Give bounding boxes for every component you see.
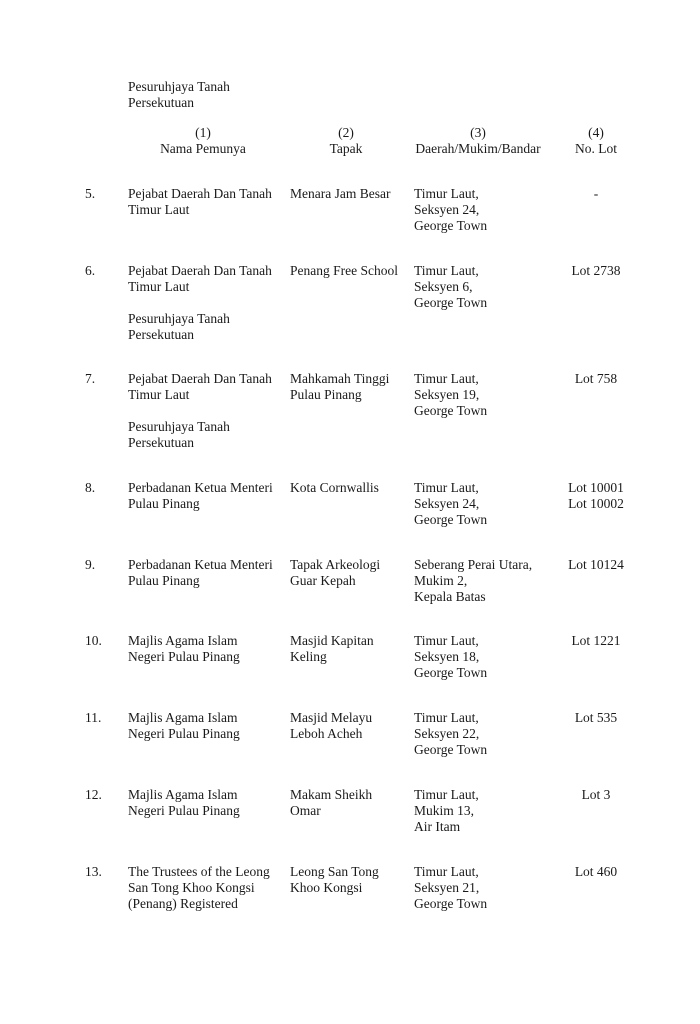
site-line: Pulau Pinang <box>290 387 362 402</box>
location-line: Timur Laut, <box>414 710 479 725</box>
site-line: Guar Kepah <box>290 573 356 588</box>
owner-cell <box>128 864 286 912</box>
location-cell <box>414 557 554 605</box>
lot-line: Lot 2738 <box>571 263 621 278</box>
owner-line: Pesuruhjaya Tanah <box>128 311 230 326</box>
location-line: George Town <box>414 896 488 911</box>
site-cell <box>290 864 408 896</box>
lot-cell <box>556 263 636 279</box>
owner-line: Perbadanan Ketua Menteri <box>128 480 273 495</box>
row-number: 5. <box>85 186 96 201</box>
location-cell <box>414 480 554 528</box>
location-line: George Town <box>414 742 488 757</box>
lot-cell <box>556 186 636 202</box>
site-line: Keling <box>290 649 327 664</box>
owner-line: Negeri Pulau Pinang <box>128 649 240 664</box>
site-cell <box>290 186 408 202</box>
header-number: (3) <box>470 125 486 140</box>
owner-cell <box>128 557 286 589</box>
owner-entry <box>128 633 286 665</box>
row-number: 7. <box>85 371 96 386</box>
site-cell <box>290 371 408 403</box>
lot-line: Lot 1221 <box>571 633 621 648</box>
lot-line: Lot 10002 <box>568 496 624 511</box>
owner-entry <box>128 186 286 218</box>
site-cell <box>290 480 408 496</box>
location-line: Seksyen 24, <box>414 496 480 511</box>
owner-line: Perbadanan Ketua Menteri <box>128 557 273 572</box>
header-owner <box>128 125 278 157</box>
lot-cell <box>556 557 636 573</box>
lot-line: Lot 10001 <box>568 480 624 495</box>
location-line: Seksyen 22, <box>414 726 480 741</box>
lot-line: Lot 10124 <box>568 557 624 572</box>
owner-entry <box>128 480 286 512</box>
location-line: Timur Laut, <box>414 864 479 879</box>
header-number: (1) <box>195 125 211 140</box>
owner-line: Negeri Pulau Pinang <box>128 803 240 818</box>
table-header <box>0 125 700 159</box>
site-line: Tapak Arkeologi <box>290 557 381 572</box>
owner-entry <box>128 419 286 451</box>
owner-line: (Penang) Registered <box>128 896 238 911</box>
location-line: Seksyen 19, <box>414 387 480 402</box>
owner-cell <box>128 186 286 218</box>
header-label: No. Lot <box>575 141 617 156</box>
lot-cell <box>556 864 636 880</box>
owner-line: Pulau Pinang <box>128 496 200 511</box>
site-line: Khoo Kongsi <box>290 880 363 895</box>
location-line: Timur Laut, <box>414 186 479 201</box>
location-line: Seksyen 21, <box>414 880 480 895</box>
location-line: Timur Laut, <box>414 633 479 648</box>
header-location <box>408 125 548 157</box>
owner-line: Negeri Pulau Pinang <box>128 726 240 741</box>
owner-cell <box>128 787 286 819</box>
lot-cell <box>556 710 636 726</box>
row-number: 13. <box>85 864 102 879</box>
location-line: George Town <box>414 295 488 310</box>
lot-line: Lot 3 <box>581 787 611 802</box>
header-number: (4) <box>588 125 604 140</box>
carryover-line: Persekutuan <box>128 95 194 110</box>
owner-entry <box>128 787 286 819</box>
owner-line: The Trustees of the Leong <box>128 864 270 879</box>
lot-line: Lot 460 <box>574 864 618 879</box>
row-number: 12. <box>85 787 102 802</box>
location-line: George Town <box>414 512 488 527</box>
location-cell <box>414 710 554 758</box>
location-line: Air Itam <box>414 819 461 834</box>
location-line: Timur Laut, <box>414 480 479 495</box>
location-line: George Town <box>414 403 488 418</box>
owner-entry <box>128 263 286 295</box>
owner-line: Majlis Agama Islam <box>128 787 238 802</box>
owner-entry <box>128 371 286 403</box>
header-site <box>292 125 400 157</box>
header-label: Daerah/Mukim/Bandar <box>415 141 541 156</box>
location-line: George Town <box>414 218 488 233</box>
owner-line: Majlis Agama Islam <box>128 633 238 648</box>
carryover-line: Pesuruhjaya Tanah <box>128 79 230 94</box>
owner-entry <box>128 864 286 912</box>
owner-line: Pejabat Daerah Dan Tanah <box>128 186 272 201</box>
site-cell <box>290 633 408 665</box>
site-line: Masjid Kapitan <box>290 633 374 648</box>
lot-line: Lot 535 <box>574 710 618 725</box>
location-line: Seksyen 24, <box>414 202 480 217</box>
row-number: 9. <box>85 557 96 572</box>
site-cell <box>290 263 408 279</box>
owner-line: Persekutuan <box>128 327 194 342</box>
location-cell <box>414 263 554 311</box>
row-number: 10. <box>85 633 102 648</box>
site-line: Leong San Tong <box>290 864 379 879</box>
site-line: Leboh Acheh <box>290 726 363 741</box>
owner-entry <box>128 710 286 742</box>
header-label: Nama Pemunya <box>160 141 246 156</box>
site-cell <box>290 557 408 589</box>
site-line: Mahkamah Tinggi <box>290 371 390 386</box>
header-number: (2) <box>338 125 354 140</box>
location-cell <box>414 186 554 234</box>
carryover-owner <box>128 79 288 111</box>
owner-cell <box>128 480 286 512</box>
site-line: Omar <box>290 803 321 818</box>
site-line: Menara Jam Besar <box>290 186 391 201</box>
owner-line: Persekutuan <box>128 435 194 450</box>
location-line: Seberang Perai Utara, <box>414 557 533 572</box>
location-cell <box>414 371 554 419</box>
location-line: Timur Laut, <box>414 787 479 802</box>
owner-line: Timur Laut <box>128 202 190 217</box>
location-line: Timur Laut, <box>414 263 479 278</box>
lot-cell <box>556 633 636 649</box>
location-line: Seksyen 18, <box>414 649 480 664</box>
owner-line: Pesuruhjaya Tanah <box>128 419 230 434</box>
row-number: 8. <box>85 480 96 495</box>
owner-entry <box>128 311 286 343</box>
location-line: Kepala Batas <box>414 589 486 604</box>
row-number: 11. <box>85 710 102 725</box>
site-line: Penang Free School <box>290 263 398 278</box>
owner-line: Pejabat Daerah Dan Tanah <box>128 371 272 386</box>
lot-cell <box>556 787 636 803</box>
location-line: George Town <box>414 665 488 680</box>
site-line: Masjid Melayu <box>290 710 373 725</box>
location-cell <box>414 787 554 835</box>
lot-cell <box>556 371 636 387</box>
owner-cell <box>128 371 286 451</box>
lot-line: - <box>593 186 599 201</box>
location-line: Mukim 13, <box>414 803 475 818</box>
lot-line: Lot 758 <box>574 371 618 386</box>
site-cell <box>290 710 408 742</box>
location-line: Seksyen 6, <box>414 279 473 294</box>
site-line: Kota Cornwallis <box>290 480 379 495</box>
owner-line: Majlis Agama Islam <box>128 710 238 725</box>
location-cell <box>414 633 554 681</box>
header-lot <box>556 125 636 157</box>
site-cell <box>290 787 408 819</box>
header-label: Tapak <box>329 141 363 156</box>
owner-line: San Tong Khoo Kongsi <box>128 880 255 895</box>
row-number: 6. <box>85 263 96 278</box>
owner-cell <box>128 710 286 742</box>
owner-line: Pulau Pinang <box>128 573 200 588</box>
location-line: Timur Laut, <box>414 371 479 386</box>
owner-line: Timur Laut <box>128 387 190 402</box>
location-line: Mukim 2, <box>414 573 468 588</box>
lot-cell <box>556 480 636 512</box>
owner-cell <box>128 633 286 665</box>
owner-line: Timur Laut <box>128 279 190 294</box>
owner-entry <box>128 557 286 589</box>
owner-line: Pejabat Daerah Dan Tanah <box>128 263 272 278</box>
site-line: Makam Sheikh <box>290 787 373 802</box>
owner-cell <box>128 263 286 343</box>
location-cell <box>414 864 554 912</box>
